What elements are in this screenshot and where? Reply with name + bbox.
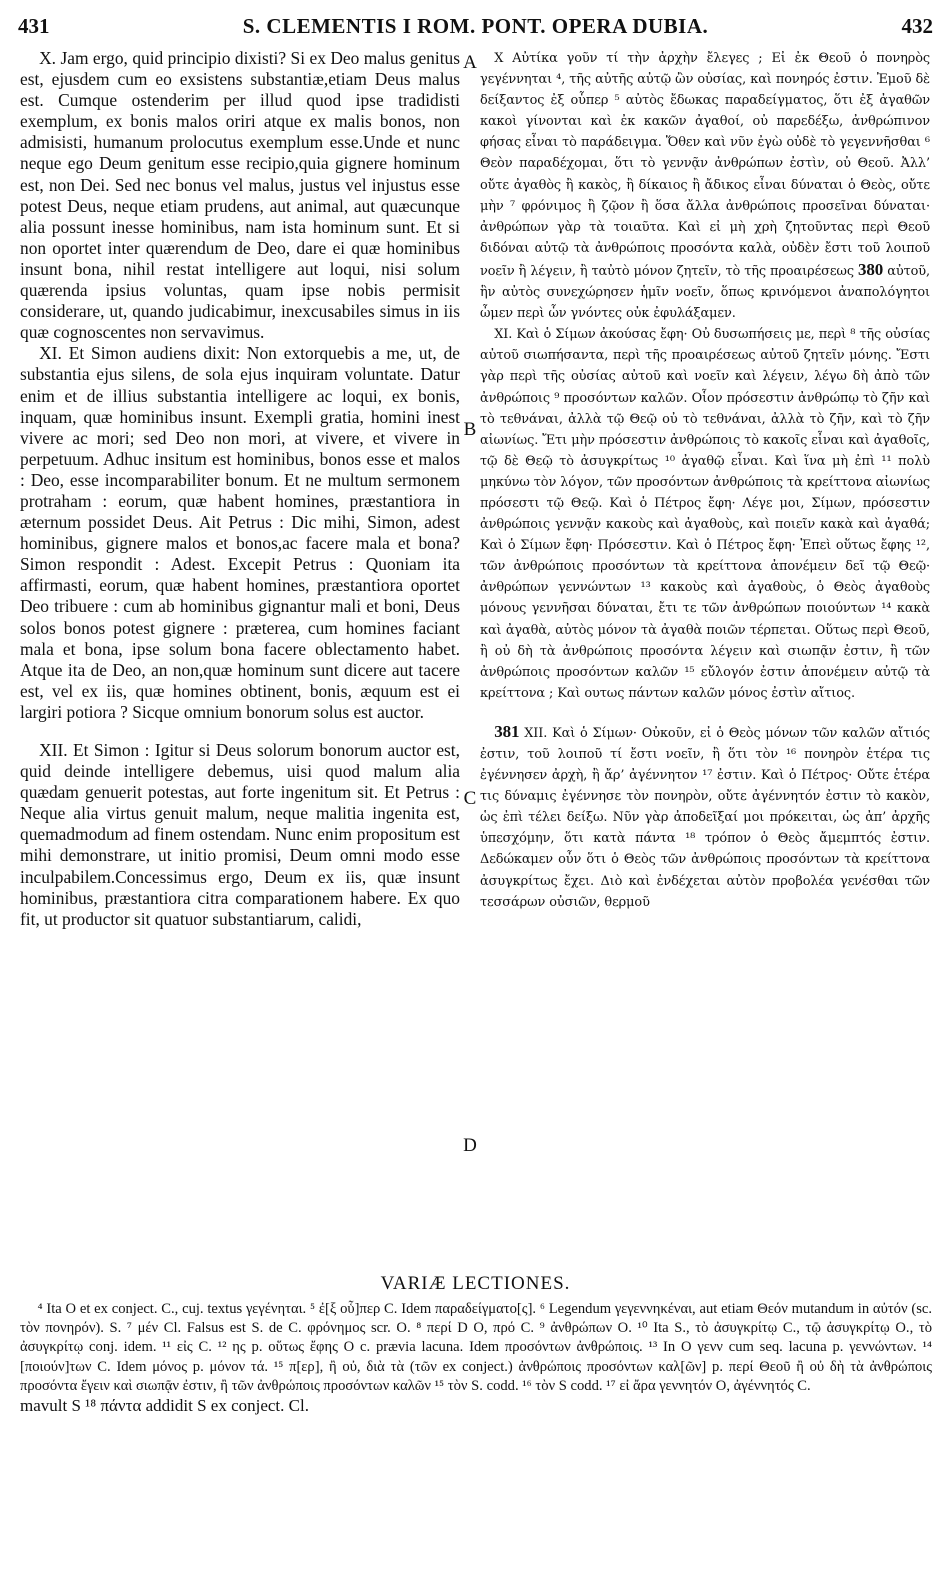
variae-final-line: mavult S ¹⁸ πάντα addidit S ex conject. Cl.	[20, 1396, 309, 1416]
latin-paragraph-xi: XI. Et Simon audiens dixit: Non extorquebis a me, ut, de substantia ejus silens, de sola ejus inquiram voluntate. Datur enim et de illius substantia intelligere ac loqui, ex bonis, inquam, quæ hominibus insunt. Exempli gratia, homini inest vivere ac mori; sed Deo non mori, at vivere, et vivere in perpetuum. Adhuc insitum est hominibus, bonos esse et malos : Deo, esse incomparabiliter bonum. Et ne multum sermonem protraham : eorum, quæ habent homines, præstantiora in æternum possidet Deus. Ait Petrus : Dic mihi, Simon, adest hominibus, gignere malos et bonos,ac facere mala et bona? Simon respondit : Adest. Excepit Petrus : Quoniam ita affirmasti, eorum, quæ habent homines, præstantiora oportet Deo tribuere : cum ab hominibus gignantur mali et boni, Deus solos bonos potest gignere : præterea, cum homines faciant mala et bona, ipse solum bona facere oblectamento habet. Atque ita de Deo, an non,quæ hominum sunt dicere aut tacere est, vel ex iis, quæ homines obtinent, bonis, æquum est ei largiri potiora ? Sicque omnium bonorum solus est auctor.	[20, 343, 460, 722]
variae-notes: ⁴ Ita O et ex conject. C., cuj. textus γεγένηται. ⁵ ἐ[ξ οὗ]περ C. Idem παραδείγματο[ς]. ⁶ Legendum γεγεννηκέναι, aut etiam Θεόν mutandum in αὐτόν (sc. τὸν πονηρόν). S. ⁷ μέν Cl. Falsus est S. de C. φρόνημος scr. O. ⁸ περί D O, πρό C. ⁹ ἀνθρώπων O. ¹⁰ Ita S., τὸ ἀσυγκρίτῳ C., τῷ ἀσυγκρίτῳ O., τὸ ἀσυγκρίτῳ conj. idem. ¹¹ εἰς C. ¹² ης p. οὕτως ἔφης O c. prævia lacuna. Idem προσόντων ἀνθρώποις. ¹³ In O γενν cum seq. lacuna p. γεννώντων. ¹⁴ [ποιούν]των C. Idem μόνος p. μόνον τά. ¹⁵ π[ερ], ἢ οὐ, διὰ τὰ (τῶν ex conject.) ἀνθρώποις προσόντων καλ[ῶν] p. περί Θεοῦ ἢ οὐ δὴ τὰ ἀνθρώποις προσόντα ἔγειν καὶ σιωπᾷν ἐστιν, ἢ τῶν ἀνθρώποις προσόντων καλῶν ¹⁵ τὸν S. codd. ¹⁶ τὸν S codd. ¹⁷ εἰ ἄρα γεννητόν O, ἀγέννητός C.	[20, 1301, 932, 1394]
marginal-number-380: 380	[858, 259, 884, 279]
greek-paragraph-xi: XI. Καὶ ὁ Σίμων ἀκούσας ἔφη· Οὐ δυσωπήσεις με, περὶ ⁸ τῆς οὐσίας αὐτοῦ σιωπήσαντα, περὶ τῆς προαιρέσεως αὐτοῦ ζητεῖν μόνης. Ἔστι γὰρ περὶ τῆς οὐσίας αὐτοῦ καὶ νοεῖν καὶ λέγειν, λέγω δὴ ἀπὸ τῶν ἀνθρώποις ⁹ προσόντων καλῶν. Οἷον πρόσεστιν ἀνθρώπῳ τὸ ζῆν καὶ τὸ τεθνάναι, ἀλλὰ τῷ Θεῷ οὐ τὸ τεθνάναι, ἀλλὰ τὸ ζῆν, καὶ τὸ ζῆν αἰωνίως. Ἔτι μὴν πρόσεστιν ἀνθρώποις τὸ κακοῖς εἶναι καὶ ἀγαθοῖς, τῷ δὲ Θεῷ τὸ ἀσυγκρίτως ¹⁰ ἀγαθῷ εἶναι. Καὶ ἵνα μὴ ἐπὶ ¹¹ πολὺ μηκύνω τὸν λόγον, τῶν προσόντων ἀνθρώποις τὰ κρείττονα αἰωνίως πρόσεστι τῷ Θεῷ. Καὶ ὁ Πέτρος ἔφη· Λέγε μοι, Σίμων, πρόσεστιν ἀνθρώποις γεννᾷν κακοὺς καὶ ἀγαθοὺς, καὶ ποιεῖν κακὰ καὶ ἀγαθά; Καὶ ὁ Σίμων ἔφη· Πρόσεστιν. Καὶ ὁ Πέτρος ἔφη· Ἐπεὶ οὕτως ἔφης ¹², τῶν ἀνθρώποις προσόντων τὰ κρείττονα ἀπονέμειν δεῖ τῷ Θεῷ· ἀνθρώπων γεννώντων ¹³ κακοὺς καὶ ἀγαθοὺς, ὁ Θεὸς ἀγαθοὺς μόνους γεννῆσαι δύναται, ἔτι τε τῶν ἀνθρώπων ποιούντων ¹⁴ κακὰ καὶ ἀγαθὰ, αὐτὸς μόνον τὰ ἀγαθὰ ποιῶν τέρπεται. Οὕτως περὶ Θεοῦ, ἢ οὐ δὴ τὰ ἀνθρώποις προσόντα λέγειν καὶ σιωπᾷν ἐστιν, ἢ τῶν ἀνθρώποις προσόντων καλῶν ¹⁵ εὔλογόν ἐστιν ἀπονέμειν αὐτῷ τὰ κρείττονα ; Καὶ ουτως πάντων καλῶν μόνος ἐστὶν αἴτιος.	[480, 327, 930, 701]
page-number-right: 432	[901, 14, 933, 38]
margin-marker-a: A	[463, 52, 477, 73]
page-number-left: 431	[18, 14, 50, 38]
greek-paragraph-x-cont: αὐτοῦ, ἣν αὐτὸς συνεχώρησεν ἡμῖν νοεῖν, ὅπως κρινόμενοι ἀναπολόγητοι ὦμεν περὶ ὧν γνόντες οὐκ ἐφυλάξαμεν.	[480, 263, 931, 322]
greek-paragraph-xii	[480, 721, 930, 913]
running-title: S. CLEMENTIS I ROM. PONT. OPERA DUBIA.	[242, 14, 709, 38]
margin-marker-c: C	[463, 788, 477, 809]
greek-column	[480, 48, 930, 913]
margin-marker-d: D	[463, 1135, 477, 1156]
greek-paragraph-x-text: X Αὐτίκα γοῦν τί τὴν ἀρχὴν ἔλεγες ; Εἰ ἐκ Θεοῦ ὁ πονηρὸς γεγέννηται ⁴, τῆς αὐτῆς αὐτῷ ὢν οὐσίας, καὶ πονηρός ἐστιν. Ἐμοῦ δὲ δείξαντος ἐξ οὗπερ ⁵ αὐτὸς ἔδωκας παραδείγματος, ὅτι ἐξ ἀγαθῶν κακοὶ γίνονται καὶ ἐκ κακῶν ἀγαθοί, οὐ παρεδέξω, ἀνθρώπινον φήσας εἶναι τὸ παράδειγμα. Ὅθεν καὶ νῦν ἐγὼ οὐδὲ τὸ γεγεννῆσθαι ⁶ Θεὸν παραδέχομαι, ὅτι τὸ γεννᾷν ἀνθρώπων ἐστὶν, οὐ Θεοῦ. Ἀλλ’ οὔτε ἀγαθὸς ἢ κακὸς, ἢ δίκαιος ἢ ἄδικος εἶναι δύναται ὁ Θεὸς, οὔτε μὴν ⁷ φρόνιμος ἢ ζῷον ἢ ὅσα ἄλλα ἀνθρώποις προσεῖναι δύναται· ἀνθρώπων γὰρ τὰ τοιαῦτα. Καὶ εἰ μὴ χρὴ ζητοῦντας περὶ Θεοῦ διδόναι αὐτῷ τὰ ἀνθρώποις προσόντα καλὰ, οὐδὲν ἔστι τοῦ λοιποῦ νοεῖν ἢ λέγειν, ἢ ταὐτὸ μόνον ζητεῖν, τὸ τῆς προαιρέσεως	[480, 51, 930, 279]
marginal-number-381: 381	[494, 721, 520, 741]
latin-paragraph-xii: XII. Et Simon : Igitur si Deus solorum bonorum auctor est, quid deinde intelligere debemus, uisi quod malum alia quædam genuerit potestas, aut forte ingenitum sit. Et Petrus : Neque alia virtus genuit malum, neque malitia ingenita est, quemadmodum ad finem ostendam. Nunc enim propositum est mihi demonstrare, ut initio promisi, Deum omni modo esse inculpabilem.Concessimus ergo, Deum ex iis, quæ insunt hominibus, præstantiora citra comparationem habere. Ex quo fit, ut productor sit quatuor substantiarum, calidi,	[20, 740, 460, 929]
margin-marker-b: B	[463, 419, 477, 440]
greek-paragraph-xii-text: XII. Καὶ ὁ Σίμων· Οὐκοῦν, εἰ ὁ Θεὸς μόνων τῶν καλῶν αἴτιός ἐστιν, τοῦ λοιποῦ τί ἔστι νοεῖν, ἢ ὅτι τὸν ¹⁶ πονηρὸν ἑτέρα τις ἐγέννησεν ἀρχὴ, ἢ ἄρ’ ἀγέννητον ¹⁷ ἐστιν. Καὶ ὁ Πέτρος· Οὔτε ἑτέρα τις δύναμις ἐγέννησε τὸν πονηρὸν, οὔτε ἀγέννητόν ἐστιν τὸ κακὸν, ὡς ἐπὶ τέλει δείξω. Νῦν γὰρ ἀποδεῖξαί μοι πρόκειται, ὡς ἀπ’ ἀρχῆς ὑπεσχόμην, ὅτι κατὰ πάντα ¹⁸ τρόπον ὁ Θεὸς ἄμεμπτός ἐστιν. Δεδώκαμεν οὖν ὅτι ὁ Θεὸς τῶν ἀνθρώποις προσόντων τὰ κρείττονα ἀσυγκρίτως ἔχει. Διὸ καὶ ἐνδέχεται αὐτὸν προβολέα γενέσθαι τῶν τεσσάρων οὐσιῶν, θερμοῦ	[480, 725, 931, 910]
variae-lectiones-title: VARIÆ LECTIONES.	[380, 1273, 571, 1294]
latin-column	[20, 48, 460, 930]
latin-paragraph-x: X. Jam ergo, quid principio dixisti? Si ex Deo malus genitus est, ejusdem cum eo exsistens substantiæ,etiam Deus malus est. Cumque ostenderim per illud quod ipse tradidisti exemplum, ex bonis malos oriri atque ex malis bonos, non admisisti, humanum prolocutus exemplum esse.Unde et nunc neque ego Deum genitum esse recipio,quia gignere hominum est, non Dei. Sed nec bonus vel malus, justus vel injustus esse potest Deus, neque etiam prudens, aut animal, aut quæcunque alia possunt inesse hominibus, nam ista hominum sunt. Et si non oportet inter quærendum de Deo, dare ei quæ hominibus insunt bona, nihil restat intelligere aut loqui, nisi solum quærenda ipsius voluntas, quam ipse nobis permisit considerare, ut, quando judicabimur, inexcusabiles simus in iis quæ cognoscentes non servavimus.	[20, 48, 460, 343]
variae-lectiones	[20, 1300, 932, 1415]
greek-paragraph-x	[480, 48, 930, 324]
